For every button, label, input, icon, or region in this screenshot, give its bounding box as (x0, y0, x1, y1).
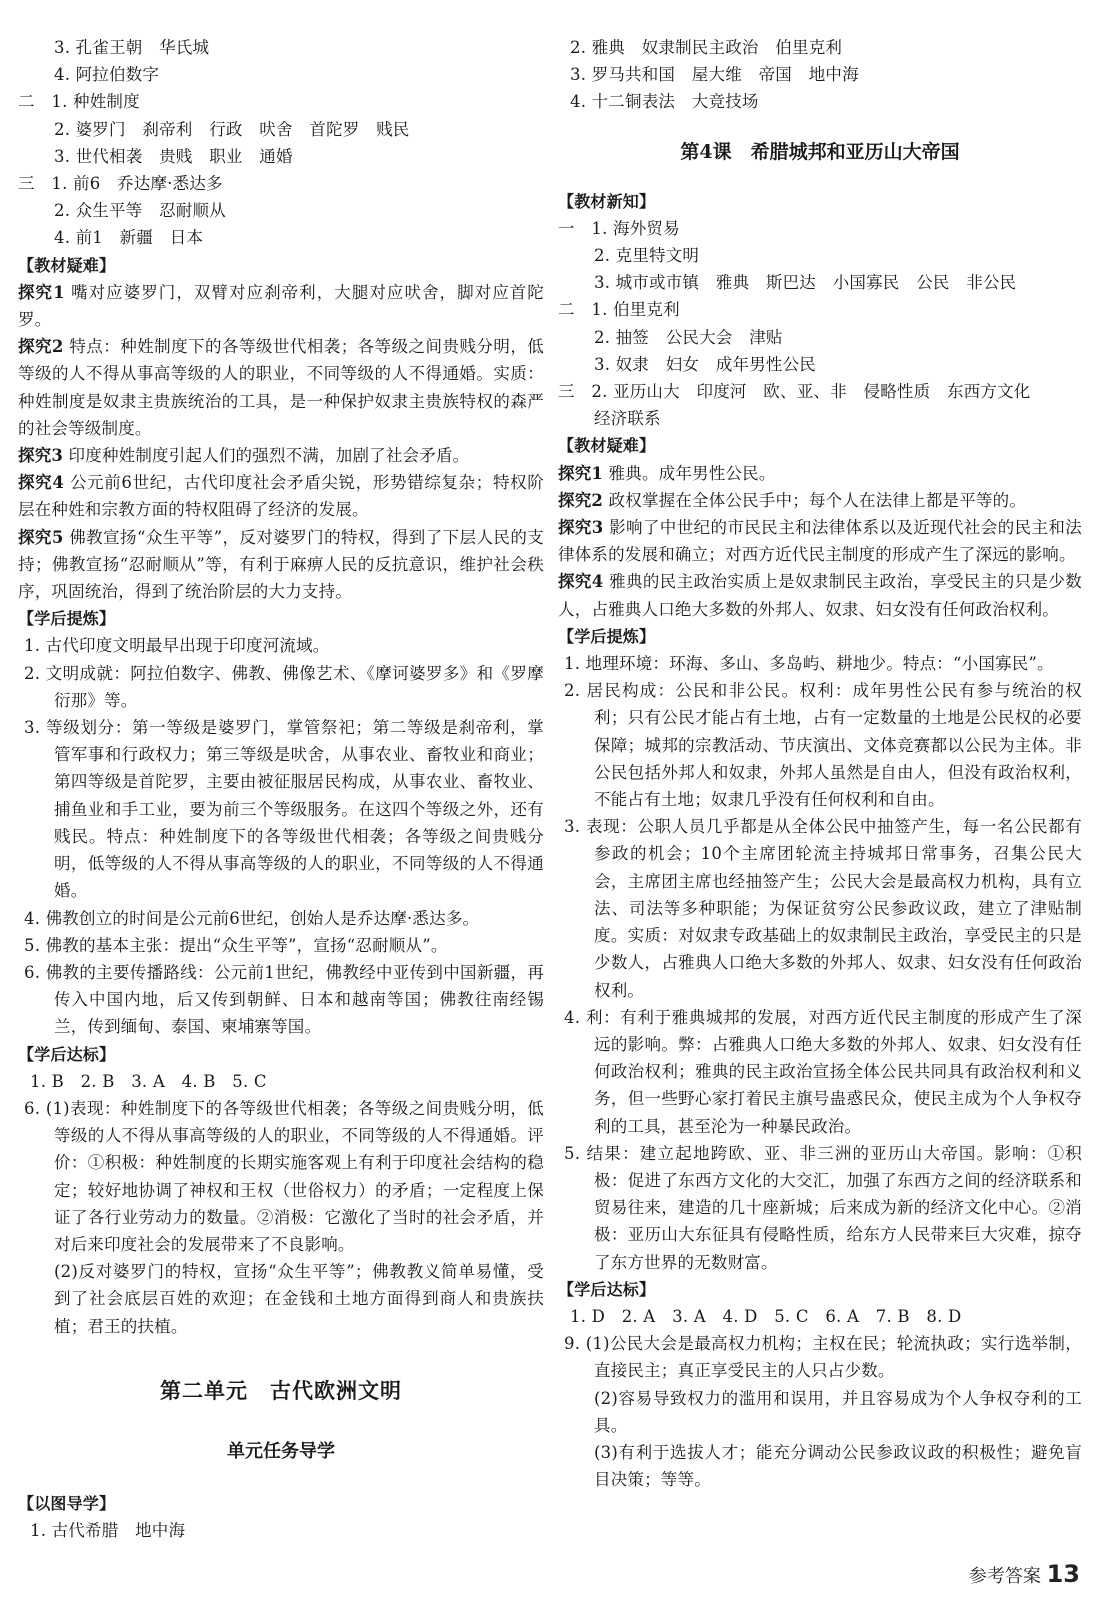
exploration-label: 探究3 (18, 446, 64, 466)
answer-list-top (18, 34, 544, 252)
question-6-part2: (2)反对婆罗门的特权，宣扬“众生平等”；佛教教义简单易懂，受到了社会底层百姓的欢迎；在金钱和土地方面得到商人和贵族扶植；君王的扶植。 (54, 1262, 544, 1336)
exploration-text: 雅典的民主政治实质上是奴隶制民主政治，享受民主的只是少数人，占雅典人口绝大多数的外邦人、奴隶、妇女没有任何政治权利。 (558, 572, 1082, 619)
list-item: 经济联系 (594, 409, 661, 429)
section-heading: 【以图导学】 (18, 1493, 116, 1513)
list-item: 4. 前1 新疆 日本 (54, 228, 204, 248)
practice-item: 3. 表现：公职人员几乎都是从全体公民中抽签产生，每一名公民都有参政的机会；10个主席团轮流主持城邦日常事务，召集公民大会，主席团主席也经抽签产生；公民大会是最高权力机构，具有立法、司法等多种职能；为保证贫穷公民参政议政，建立了津贴制度。实质：对奴隶专政基础上的奴隶制民主政治，享受民主的只是少数人，占雅典人口绝大多数的外邦人、奴隶、妇女没有任何政治权利。 (564, 817, 1082, 1000)
exploration-label: 探究3 (558, 518, 604, 538)
answer-list-top (558, 34, 1082, 116)
question-6-part1: 6. (1)表现：种姓制度下的各等级世代相袭；各等级之间贵贱分明，低等级的人不得从事高等级的人的职业，不同等级的人不得通婚。评价：①积极：种姓制度的长期实施客观上有利于印度社会结构的稳定；较好地协调了神权和王权（世俗权力）的矛盾；一定程度上保证了各行业劳动力的数量。②消极：它激化了当时的社会矛盾，并对后来印度社会的发展带来了不良影响。 (24, 1098, 544, 1254)
exploration-label: 探究2 (18, 337, 64, 357)
page-number: 13 (1046, 1560, 1080, 1588)
exploration-item (18, 279, 544, 333)
new-knowledge-list (558, 215, 1082, 433)
exploration-label: 探究2 (558, 490, 604, 510)
exploration-list (18, 279, 544, 605)
exploration-label: 探究1 (18, 282, 65, 302)
exploration-text: 佛教宣扬“众生平等”，反对婆罗门的特权，得到了下层人民的支持；佛教宣扬“忍耐顺从”等，有利于麻痹人民的反抗意识，维护社会秩序，巩固统治，得到了统治阶层的大力支持。 (18, 527, 544, 602)
list-item: 二 1. 伯里克利 (558, 300, 680, 320)
section-heading: 【学后提炼】 (558, 626, 656, 646)
list-item: 3. 孔雀王朝 华氏城 (54, 38, 210, 57)
practice-item: 2. 文明成就：阿拉伯数字、佛教、佛像艺术、《摩诃婆罗多》和《罗摩衍那》等。 (24, 663, 544, 710)
exploration-text: 特点：种姓制度下的各等级世代相袭；各等级之间贵贱分明，低等级的人不得从事高等级的人的职业，不同等级的人不得通婚。实质：种姓制度是奴隶主贵族统治的工具，是一种保护奴隶主贵族特权的森严的社会等级制度。 (18, 337, 544, 438)
list-item: 2. 克里特文明 (594, 246, 700, 266)
exploration-text: 雅典。成年男性公民。 (608, 463, 776, 483)
list-item: 1. 古代希腊 地中海 (30, 1520, 186, 1540)
question-9-part1: 9. (1)公民大会是最高权力机构；主权在民；轮流执政；实行选举制，直接民主；真正享受民主的人只占少数。 (564, 1334, 1082, 1381)
choice-answers: 1. D 2. A 3. A 4. D 5. C 6. A 7. B 8. D (570, 1306, 962, 1326)
practice-item: 1. 地理环境：环海、多山、多岛屿、耕地少。特点：“小国寡民”。 (564, 654, 1054, 674)
list-item: 二 1. 种姓制度 (18, 92, 140, 112)
exploration-text: 嘴对应婆罗门，双臂对应刹帝利，大腿对应吠舍，脚对应首陀罗。 (18, 282, 544, 330)
list-item: 3. 世代相袭 贵贱 职业 通婚 (54, 146, 293, 166)
footer-label: 参考答案 (968, 1566, 1041, 1587)
exploration-item (558, 568, 1082, 622)
practice-item: 4. 利：有利于雅典城邦的发展，对西方近代民主制度的形成产生了深远的影响。弊：占雅典人口绝大多数的外邦人、奴隶、妇女没有任何政治权利；雅典的民主政治宣扬全体公民共同具有政治权利和义务，但一些野心家打着民主旗号蛊惑民众，使民主成为个人争权夺利的工具，甚至沦为一种暴民政治。 (564, 1007, 1082, 1136)
section-heading: 【教材疑难】 (558, 436, 656, 456)
exploration-text: 公元前6世纪，古代印度社会矛盾尖锐，形势错综复杂；特权阶层在种姓和宗教方面的特权阻碍了经济的发展。 (18, 473, 544, 520)
exploration-item (558, 514, 1082, 568)
list-item: 3. 奴隶 妇女 成年男性公民 (594, 354, 816, 374)
list-item: 2. 婆罗门 刹帝利 行政 吠舍 首陀罗 贱民 (54, 119, 410, 139)
unit-title: 第二单元 古代欧洲文明 (160, 1377, 402, 1403)
left-column (18, 34, 544, 1544)
list-item: 三 2. 亚历山大 印度河 欧、亚、非 侵略性质 东西方文化 (558, 382, 1031, 402)
list-item: 4. 十二铜表法 大竞技场 (570, 92, 759, 112)
practice-item: 4. 佛教创立的时间是公元前6世纪，创始人是乔达摩·悉达多。 (24, 908, 480, 928)
list-item: 3. 罗马共和国 屋大维 帝国 地中海 (570, 65, 859, 85)
section-heading: 【学后提炼】 (18, 609, 116, 629)
unit-subtitle: 单元任务导学 (227, 1440, 335, 1462)
exploration-list (558, 460, 1082, 623)
practice-item: 6. 佛教的主要传播路线：公元前1世纪，佛教经中亚传到中国新疆，再传入中国内地，后又传到朝鲜、日本和越南等国；佛教往南经锡兰，传到缅甸、泰国、柬埔寨等国。 (24, 962, 544, 1037)
practice-item: 5. 佛教的基本主张：提出“众生平等”，宣扬“忍耐顺从”。 (24, 935, 448, 955)
practice-list (18, 632, 544, 1040)
list-item: 2. 雅典 奴隶制民主政治 伯里克利 (570, 38, 843, 57)
exploration-item (18, 524, 544, 606)
practice-item: 1. 古代印度文明最早出现于印度河流域。 (24, 636, 330, 656)
lesson-title: 第4课 希腊城邦和亚历山大帝国 (680, 140, 960, 163)
practice-list (558, 650, 1082, 1276)
section-heading: 【学后达标】 (558, 1279, 656, 1299)
list-item: 3. 城市或市镇 雅典 斯巴达 小国寡民 公民 非公民 (594, 273, 1017, 293)
page-footer (969, 1560, 1080, 1588)
right-column (558, 34, 1082, 1493)
exploration-label: 探究1 (558, 463, 604, 483)
question-9-part3: (3)有利于选拔人才；能充分调动公民参政议政的积极性；避免盲目决策；等等。 (594, 1442, 1082, 1490)
practice-item: 2. 居民构成：公民和非公民。权利：成年男性公民有参与统治的权利；只有公民才能占有土地，占有一定数量的土地是公民权的必要保障；城邦的宗教活动、节庆演出、文体竞赛都以公民为主体。非公民包括外邦人和奴隶，外邦人虽然是自由人，但没有政治权利，不能占有土地；奴隶几乎没有任何权利和自由。 (564, 681, 1082, 810)
exploration-label: 探究4 (18, 473, 65, 493)
practice-item: 3. 等级划分：第一等级是婆罗门，掌管祭祀；第二等级是刹帝利，掌管军事和行政权力；第三等级是吠舍，从事农业、畜牧业和商业；第四等级是首陀罗，主要由被征服居民构成，从事农业、畜牧业、捕鱼业和手工业，要为前三个等级服务。在这四个等级之外，还有贱民。特点：种姓制度下的各等级世代相袭；各等级之间贵贱分明，低等级的人不得从事高等级的人的职业，不同等级的人不得通婚。 (24, 718, 544, 901)
section-heading: 【学后达标】 (18, 1044, 116, 1064)
exploration-text: 印度种姓制度引起人们的强烈不满，加剧了社会矛盾。 (68, 446, 470, 466)
practice-item: 5. 结果：建立起地跨欧、亚、非三洲的亚历山大帝国。影响：①积极：促进了东西方文化的大交汇，加强了东西方之间的经济联系和贸易往来，建造的几十座新城；后来成为新的经济文化中心。②消极：亚历山大东征具有侵略性质，给东方人民带来巨大灾难，掠夺了东方世界的无数财富。 (564, 1143, 1082, 1272)
exploration-label: 探究5 (18, 527, 64, 547)
list-item: 2. 众生平等 忍耐顺从 (54, 201, 226, 221)
section-heading: 【教材疑难】 (18, 255, 116, 275)
exploration-item (18, 333, 544, 442)
exploration-label: 探究4 (558, 572, 604, 592)
exploration-text: 政权掌握在全体公民手中；每个人在法律上都是平等的。 (608, 490, 1027, 510)
list-item: 三 1. 前6 乔达摩·悉达多 (18, 174, 223, 194)
exploration-item (558, 487, 1082, 514)
exploration-text: 影响了中世纪的市民民主和法律体系以及近现代社会的民主和法律体系的发展和确立；对西方近代民主制度的形成产生了深远的影响。 (558, 518, 1082, 565)
question-9-part2: (2)容易导致权力的滥用和误用，并且容易成为个人争权夺利的工具。 (594, 1388, 1082, 1435)
exploration-item (18, 469, 544, 523)
section-heading: 【教材新知】 (558, 191, 656, 211)
list-item: 2. 抽签 公民大会 津贴 (594, 327, 783, 347)
list-item: 一 1. 海外贸易 (558, 218, 680, 238)
list-item: 4. 阿拉伯数字 (54, 65, 160, 85)
choice-answers: 1. B 2. B 3. A 4. B 5. C (30, 1071, 267, 1091)
exploration-item (558, 460, 1082, 487)
exploration-item (18, 442, 544, 469)
